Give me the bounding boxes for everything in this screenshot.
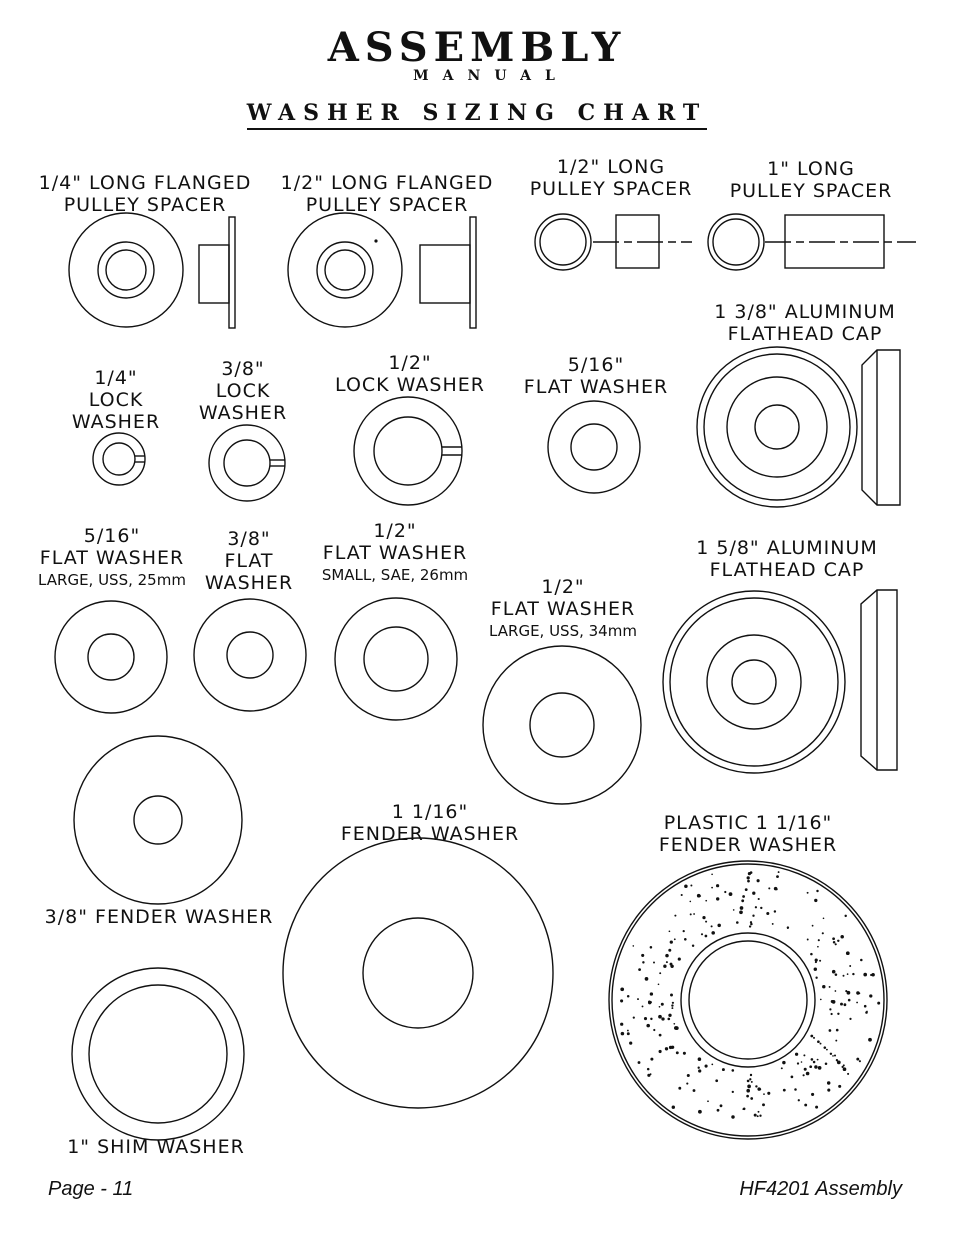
label-three-eighths-lock-washer: 3/8" LOCK WASHER bbox=[198, 358, 288, 424]
five-sixteenths-large-flat-washer-drawing bbox=[55, 601, 167, 713]
half-flanged-spacer-drawing bbox=[288, 213, 476, 328]
one-five-eighths-cap-drawing bbox=[663, 590, 897, 773]
label-half-large-flat-washer: 1/2" FLAT WASHER LARGE, USS, 34mm bbox=[489, 576, 637, 640]
one-three-eighths-cap-drawing bbox=[697, 347, 900, 507]
label-five-sixteenths-flat-washer: 5/16" FLAT WASHER bbox=[523, 354, 669, 398]
label-half-pulley-spacer: 1/2" LONG PULLEY SPACER bbox=[529, 156, 693, 200]
five-sixteenths-flat-washer-drawing bbox=[548, 401, 640, 493]
plastic-fender-washer-drawing bbox=[609, 861, 887, 1139]
label-quarter-flanged-spacer: 1/4" LONG FLANGED PULLEY SPACER bbox=[38, 172, 252, 216]
label-five-sixteenths-large-flat-washer: 5/16" FLAT WASHER LARGE, USS, 25mm bbox=[38, 525, 186, 589]
label-half-flanged-spacer: 1/2" LONG FLANGED PULLEY SPACER bbox=[280, 172, 494, 216]
one-inch-pulley-spacer-drawing bbox=[708, 214, 916, 270]
label-one-three-eighths-cap: 1 3/8" ALUMINUM FLATHEAD CAP bbox=[714, 301, 896, 345]
page-number: Page - 11 bbox=[48, 1178, 134, 1200]
one-inch-shim-washer-drawing bbox=[72, 968, 244, 1140]
label-one-five-eighths-cap: 1 5/8" ALUMINUM FLATHEAD CAP bbox=[696, 537, 878, 581]
label-shim-washer: 1" SHIM WASHER bbox=[67, 1136, 245, 1158]
half-lock-washer-drawing bbox=[354, 397, 462, 505]
chart-title-text: WASHER SIZING CHART bbox=[247, 100, 707, 130]
half-large-flat-washer-drawing bbox=[483, 646, 641, 804]
label-quarter-lock-washer: 1/4" LOCK WASHER bbox=[71, 367, 161, 433]
label-three-eighths-fender-washer: 3/8" FENDER WASHER bbox=[44, 906, 274, 928]
label-plastic-fender-washer: PLASTIC 1 1/16" FENDER WASHER bbox=[658, 812, 838, 856]
half-pulley-spacer-drawing bbox=[535, 214, 692, 270]
plastic-speckle-texture bbox=[620, 871, 880, 1119]
manual-title: ASSEMBLY bbox=[327, 24, 627, 71]
label-half-small-flat-washer: 1/2" FLAT WASHER SMALL, SAE, 26mm bbox=[321, 520, 469, 584]
label-one-sixteenth-fender-washer: 1 1/16" FENDER WASHER bbox=[340, 801, 520, 845]
one-sixteenth-fender-washer-drawing bbox=[283, 838, 553, 1108]
manual-subtitle: MANUAL bbox=[413, 68, 569, 84]
quarter-flanged-spacer-drawing bbox=[69, 213, 235, 328]
three-eighths-lock-washer-drawing bbox=[209, 425, 285, 501]
three-eighths-fender-washer-drawing bbox=[74, 736, 242, 904]
label-one-inch-pulley-spacer: 1" LONG PULLEY SPACER bbox=[729, 158, 893, 202]
three-eighths-flat-washer-drawing bbox=[194, 599, 306, 711]
document-name: HF4201 Assembly bbox=[739, 1178, 902, 1200]
label-half-lock-washer: 1/2" LOCK WASHER bbox=[335, 352, 485, 396]
quarter-lock-washer-drawing bbox=[93, 433, 145, 485]
label-three-eighths-flat-washer: 3/8" FLAT WASHER bbox=[204, 528, 294, 594]
half-small-flat-washer-drawing bbox=[335, 598, 457, 720]
